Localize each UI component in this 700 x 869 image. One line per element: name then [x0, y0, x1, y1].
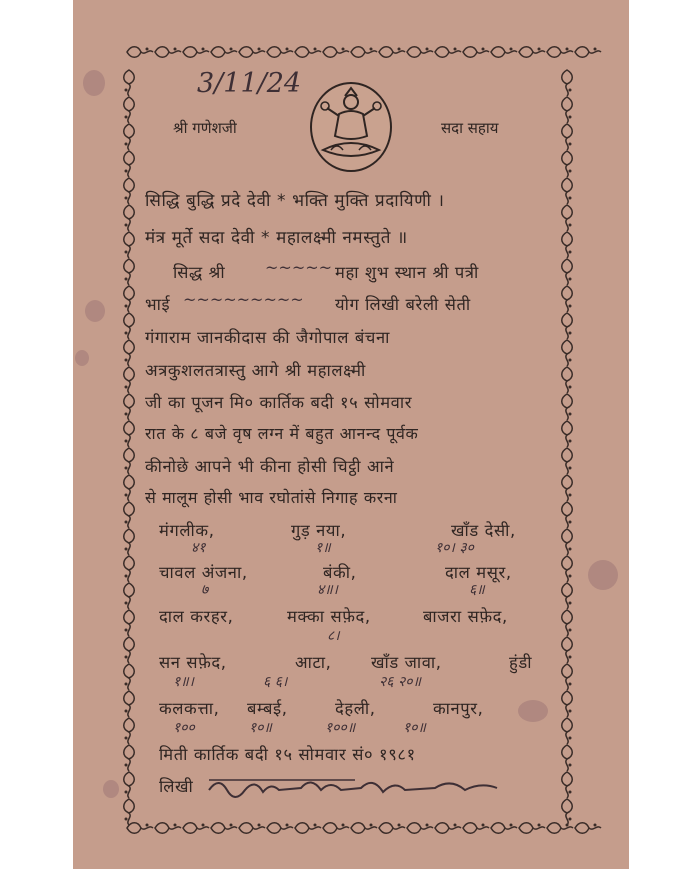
border-ornament [562, 394, 573, 420]
rate-item: खाँड देसी, [451, 521, 516, 540]
border-ornament [124, 178, 135, 204]
border-ornament [562, 610, 573, 636]
border-ornament [562, 448, 573, 474]
border-ornament [562, 421, 573, 447]
invocation-line-2: मंत्र मूर्ते सदा देवी * महालक्ष्मी नमस्तुते ॥ [145, 228, 408, 248]
body-line-7: कीनोछे आपने भी कीना होसी चिट्ठी आने [145, 457, 395, 476]
border-ornament [562, 691, 573, 717]
rate-item: बाजरा सफ़ेद, [423, 607, 508, 626]
border-ornament [124, 583, 135, 609]
border-ornament [239, 47, 265, 58]
border-ornament [351, 823, 377, 834]
rate-item: कानपुर, [433, 699, 484, 718]
body-line-1b: महा शुभ स्थान श्री पत्री [335, 263, 479, 282]
border-ornament [124, 664, 135, 690]
border-ornament [562, 97, 573, 123]
border-ornament [124, 286, 135, 312]
rate-price: ४१ [191, 540, 206, 556]
border-ornament [562, 205, 573, 231]
rate-item: आटा, [295, 653, 332, 672]
border-ornament [124, 502, 135, 528]
rate-price: ६॥ [469, 582, 485, 598]
border-ornament [267, 47, 293, 58]
rate-price: ४॥। [317, 582, 338, 598]
border-ornament [562, 286, 573, 312]
rate-price: ७ [201, 582, 209, 598]
border-ornament [491, 823, 517, 834]
rate-price: २६ २०॥ [379, 674, 421, 690]
handwritten-name-1: ~~~~~ [265, 258, 333, 277]
border-ornament [351, 47, 377, 58]
rate-price: १०। ३० [435, 540, 474, 556]
invitation-card [73, 0, 629, 869]
border-ornament [239, 823, 265, 834]
border-ornament [562, 475, 573, 501]
body-line-8: से मालूम होसी भाव रघोतांसे निगाह करना [145, 488, 398, 507]
header-right: सदा सहाय [441, 119, 499, 137]
border-ornament [124, 421, 135, 447]
border-ornament [295, 47, 321, 58]
border-ornament [562, 313, 573, 339]
border-ornament [575, 823, 601, 834]
border-ornament [562, 718, 573, 744]
lakshmi-emblem [301, 80, 401, 174]
border-ornament [435, 823, 461, 834]
invocation-line-1: सिद्धि बुद्धि प्रदे देवी * भक्ति मुक्ति प्रदायिणी । [145, 191, 445, 211]
border-ornament [183, 823, 209, 834]
border-ornament [124, 259, 135, 285]
rate-price: ६ ६। [263, 674, 288, 690]
rate-item: चावल अंजना, [159, 563, 248, 582]
border-ornament [124, 556, 135, 582]
border-ornament [575, 47, 601, 58]
border-ornament [562, 745, 573, 771]
border-ornament [124, 529, 135, 555]
border-ornament [124, 205, 135, 231]
border-ornament [463, 47, 489, 58]
header-left: श्री गणेशजी [173, 119, 237, 137]
border-ornament [562, 799, 573, 825]
border-ornament [127, 47, 153, 58]
border-ornament [562, 664, 573, 690]
rate-item: मक्का सफ़ेद, [287, 607, 371, 626]
border-ornament [211, 823, 237, 834]
border-ornament [547, 47, 573, 58]
border-ornament [562, 502, 573, 528]
border-ornament [562, 124, 573, 150]
rate-price: १०० [173, 720, 195, 736]
border-ornament [562, 772, 573, 798]
body-line-2b: योग लिखी बरेली सेती [335, 295, 471, 314]
border-ornament [124, 691, 135, 717]
rate-price: १०॥ [403, 720, 426, 736]
border-ornament [124, 340, 135, 366]
border-ornament [547, 823, 573, 834]
border-ornament [519, 47, 545, 58]
border-ornament [183, 47, 209, 58]
border-ornament [379, 823, 405, 834]
border-ornament [379, 47, 405, 58]
border-ornament [323, 823, 349, 834]
rate-item: बंकी, [323, 563, 357, 582]
handwritten-signature [205, 772, 505, 802]
border-ornament [127, 823, 153, 834]
border-ornament [124, 97, 135, 123]
border-ornament [124, 151, 135, 177]
signed-label: लिखी [159, 777, 194, 796]
border-ornament [295, 823, 321, 834]
rate-item: हुंडी [509, 653, 533, 672]
border-ornament [124, 475, 135, 501]
border-ornament [491, 47, 517, 58]
border-ornament [124, 610, 135, 636]
body-line-5: जी का पूजन मि० कार्तिक बदी १५ सोमवार [145, 393, 413, 412]
border-ornament [124, 637, 135, 663]
border-ornament [562, 232, 573, 258]
handwritten-date: 3/11/24 [197, 68, 302, 99]
border-ornament [562, 259, 573, 285]
border-ornament [124, 718, 135, 744]
border-ornament [155, 823, 181, 834]
border-ornament [562, 583, 573, 609]
border-ornament [435, 47, 461, 58]
border-ornament [124, 772, 135, 798]
border-ornament [124, 232, 135, 258]
border-ornament [562, 529, 573, 555]
body-line-1a: सिद्ध श्री [173, 263, 226, 282]
handwritten-name-2: ~~~~~~~~~ [183, 290, 304, 309]
border-ornament [155, 47, 181, 58]
rate-item: सन सफ़ेद, [159, 653, 227, 672]
border-ornament [124, 799, 135, 825]
border-ornament [407, 47, 433, 58]
border-ornament [519, 823, 545, 834]
date-line: मिती कार्तिक बदी १५ सोमवार सं० १९८१ [159, 745, 416, 764]
border-ornament [124, 367, 135, 393]
border-ornament [323, 47, 349, 58]
border-ornament [463, 823, 489, 834]
body-line-6: रात के ८ बजे वृष लग्न में बहुत आनन्द पूर्वक [145, 424, 419, 443]
body-line-3: गंगाराम जानकीदास की जैगोपाल बंचना [145, 328, 391, 347]
rate-item: मंगलीक, [159, 521, 215, 540]
rate-item: देहली, [335, 699, 376, 718]
border-ornament [562, 340, 573, 366]
border-ornament [267, 823, 293, 834]
rate-item: दाल मसूर, [445, 563, 512, 582]
rate-item: खाँड जावा, [371, 653, 442, 672]
rate-price: १॥ [315, 540, 331, 556]
border-ornament [124, 70, 135, 96]
border-ornament [124, 745, 135, 771]
rate-item: कलकत्ता, [159, 699, 220, 718]
border-ornament [562, 70, 573, 96]
rate-price: ८। [327, 628, 340, 644]
border-ornament [562, 178, 573, 204]
border-ornament [562, 367, 573, 393]
border-ornament [562, 556, 573, 582]
border-ornament [124, 313, 135, 339]
border-ornament [124, 124, 135, 150]
rate-item: दाल करहर, [159, 607, 234, 626]
rate-item: बम्बई, [247, 699, 288, 718]
body-line-4: अत्रकुशलतत्रास्तु आगे श्री महालक्ष्मी [145, 361, 366, 380]
border-ornament [562, 637, 573, 663]
border-ornament [407, 823, 433, 834]
border-ornament [562, 151, 573, 177]
rate-item: गुड़ नया, [291, 521, 347, 540]
border-ornament [124, 448, 135, 474]
rate-price: १०॥ [249, 720, 272, 736]
body-line-2a: भाई [145, 295, 171, 314]
rate-price: १॥। [173, 674, 194, 690]
border-ornament [211, 47, 237, 58]
border-ornament [124, 394, 135, 420]
rate-price: १००॥ [325, 720, 356, 736]
